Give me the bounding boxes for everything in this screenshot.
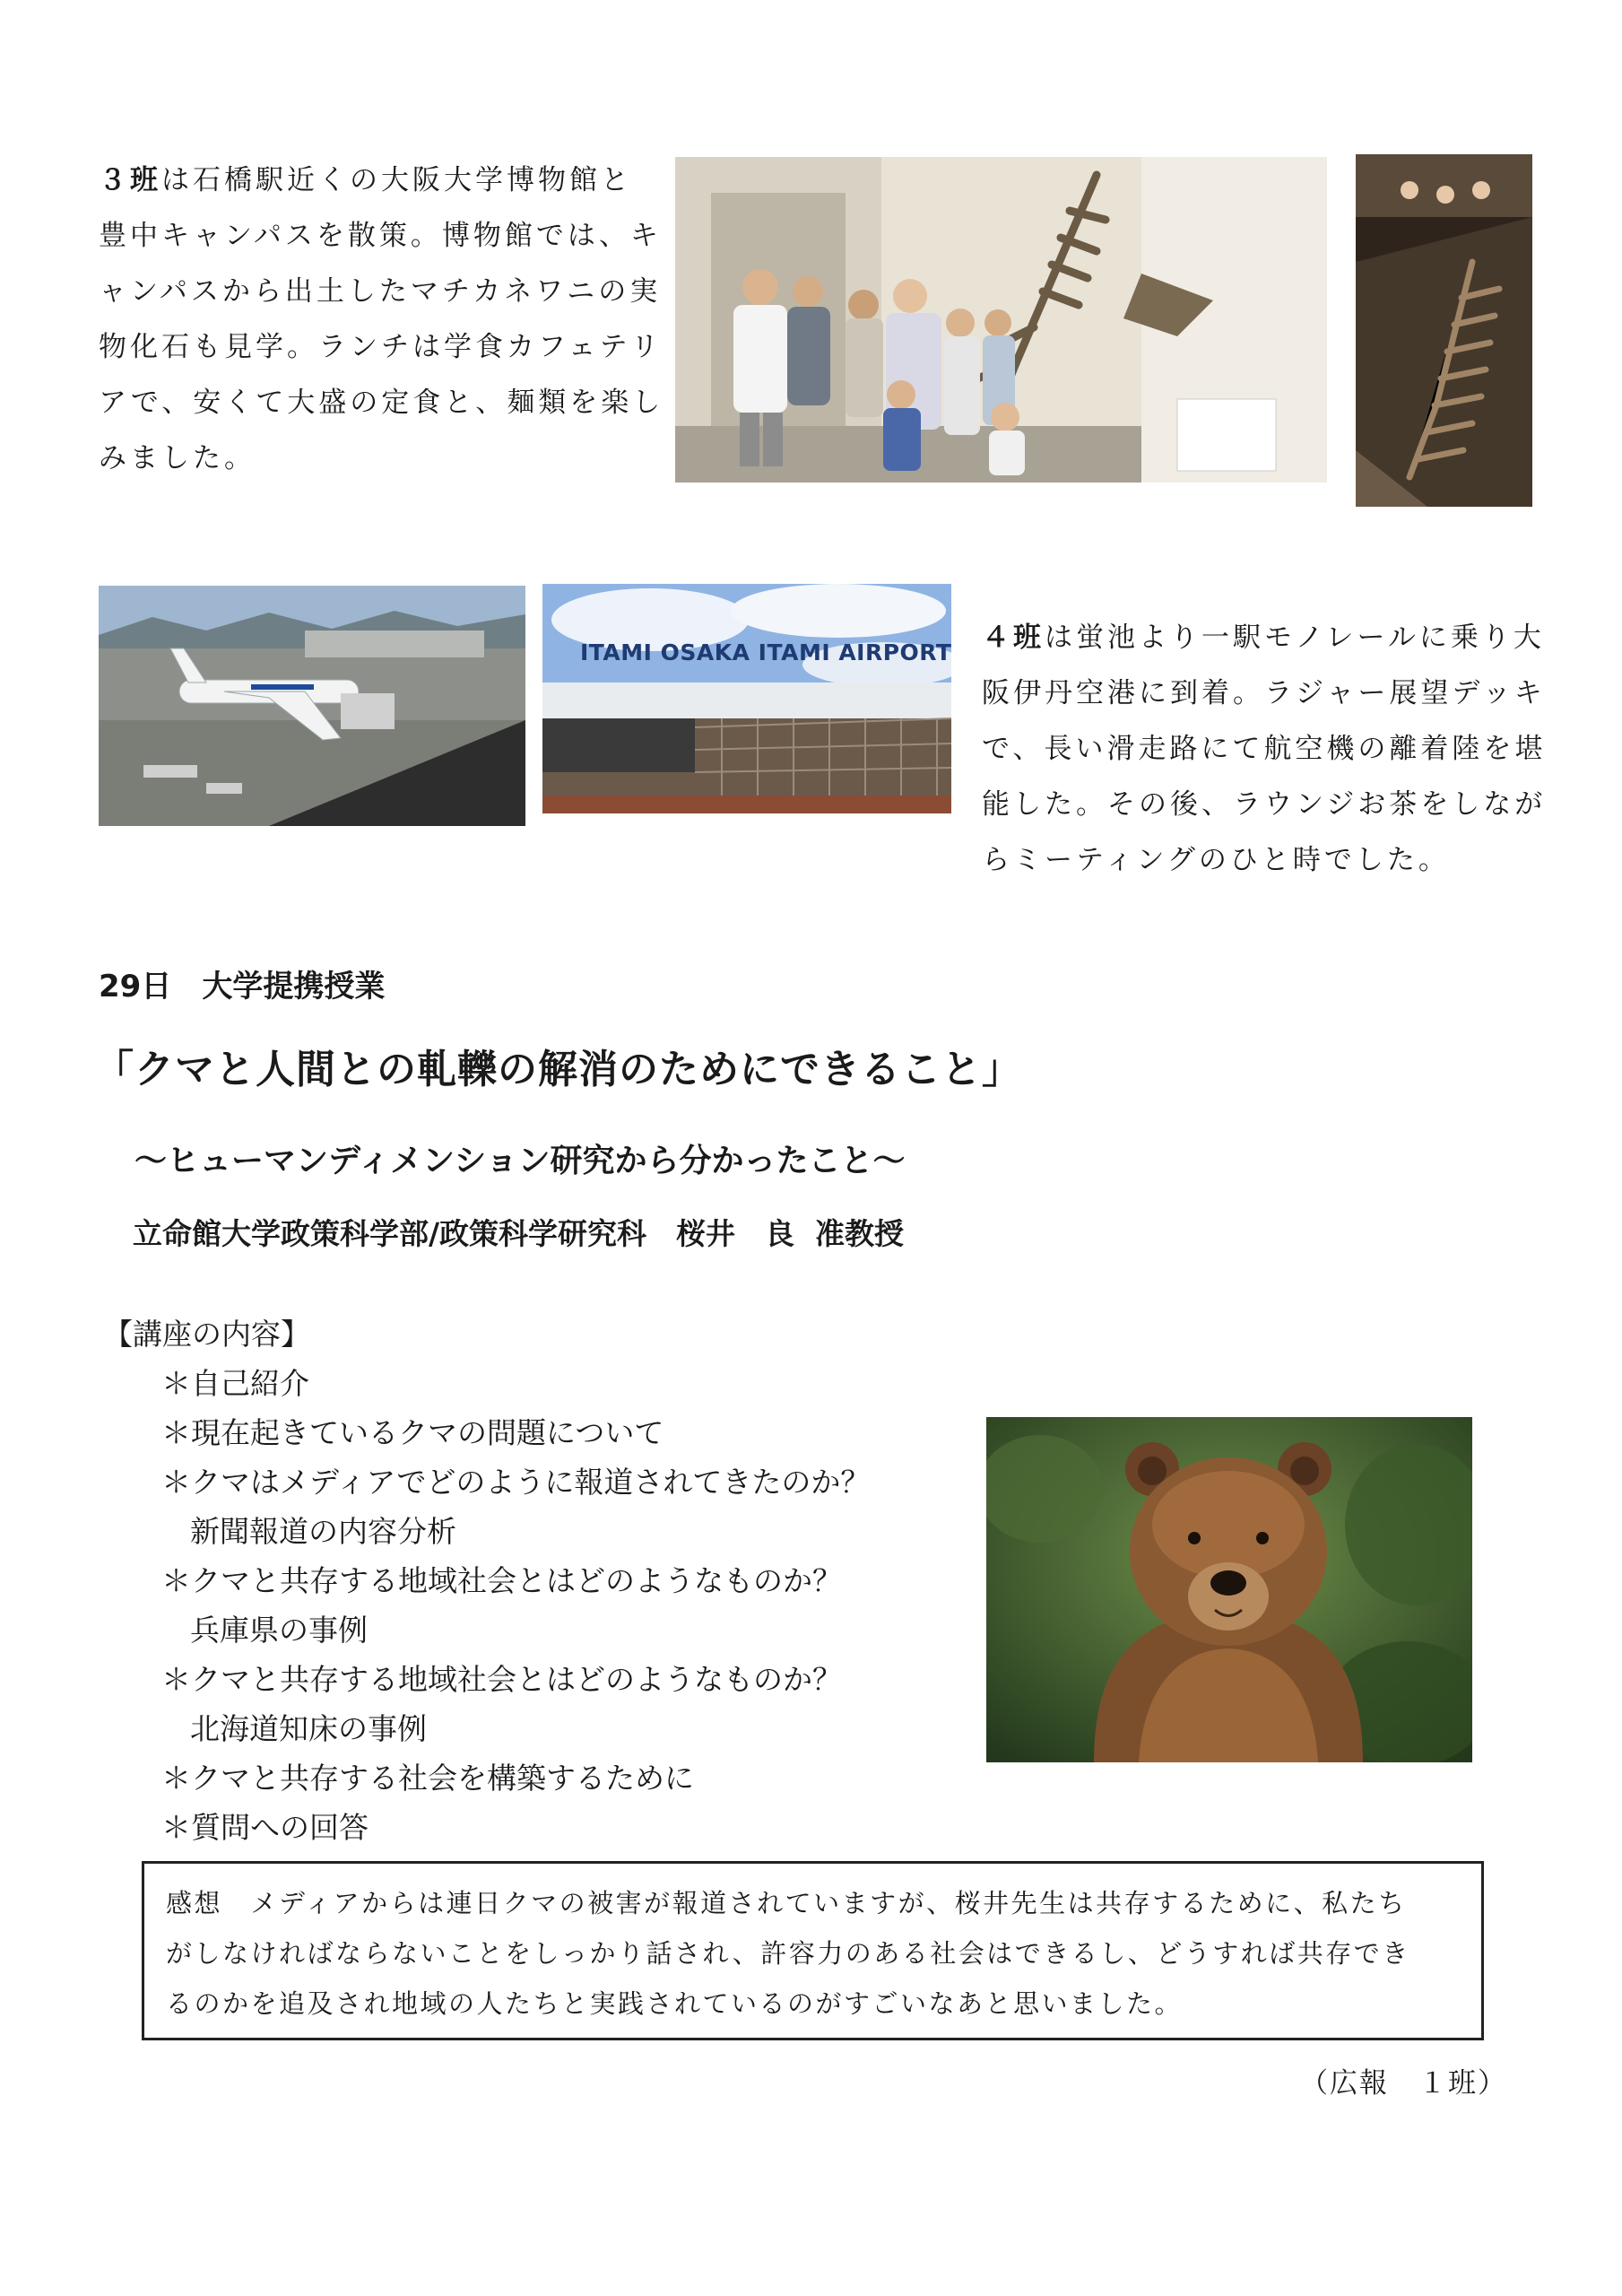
list-item: ＊質問への回答 bbox=[161, 1810, 369, 1845]
lecture-subtitle: ～ヒューマンディメンション研究から分かったこと～ bbox=[134, 1143, 906, 1179]
impression-box bbox=[142, 1861, 1484, 2040]
impression-line: るのかを追及され地域の人たちと実践されているのがすごいなあと思いました。 bbox=[166, 1988, 1184, 2019]
list-item: 北海道知床の事例 bbox=[190, 1711, 427, 1746]
list-item: 新聞報道の内容分析 bbox=[190, 1514, 456, 1549]
airport-sign-photo bbox=[542, 584, 951, 813]
list-item: ＊クマと共存する地域社会とはどのようなものか？ bbox=[161, 1563, 842, 1598]
impression-line: がしなければならないことをしっかり話され、許容力のある社会はできるし、どうすれば共存でき bbox=[166, 1938, 1410, 1969]
group4-label: ４班 bbox=[982, 622, 1045, 654]
list-item: ＊現在起きているクマの問題について bbox=[161, 1415, 664, 1450]
fossil-case-photo bbox=[1356, 154, 1532, 507]
credit: （広報 １班） bbox=[1300, 2067, 1507, 2100]
lecture-date-heading: 29日 大学提携授業 bbox=[99, 969, 386, 1004]
airport-runway-photo bbox=[99, 586, 525, 826]
list-item: ＊クマと共存する社会を構築するために bbox=[161, 1761, 694, 1796]
lecturer-name: 立命館大学政策科学部/政策科学研究科 桜井 良 准教授 bbox=[133, 1216, 905, 1251]
lecture-title: 「クマと人間との軋轢の解消のためにできること」 bbox=[94, 1047, 1022, 1092]
group3-label: ３班 bbox=[99, 164, 161, 196]
list-item: ＊自己紹介 bbox=[161, 1366, 309, 1401]
museum-group-photo bbox=[675, 157, 1327, 483]
list-item: 兵庫県の事例 bbox=[190, 1613, 368, 1648]
list-item: ＊クマと共存する地域社会とはどのようなものか？ bbox=[161, 1662, 842, 1697]
impression-line: 感想 メディアからは連日クマの被害が報道されていますが、桜井先生は共存するために、私たち bbox=[166, 1888, 1407, 1918]
airport-sign-text: ITAMI OSAKA ITAMI AIRPORT bbox=[580, 639, 951, 665]
lecture-contents bbox=[103, 1309, 870, 1852]
group4-paragraph: ４班は蛍池より一駅モノレールに乗り大 阪伊丹空港に到着。ラジャー展望デッキ で、長い滑走路にて航空機の離着陸を堪 能した。その後、ラウンジお茶をしなが らミーティングのひと時でした。 bbox=[982, 622, 1547, 876]
brown-bear-photo bbox=[986, 1417, 1472, 1762]
list-item: ＊クマはメディアでどのように報道されてきたのか？ bbox=[161, 1465, 871, 1500]
contents-heading: 【講座の内容】 bbox=[103, 1317, 310, 1352]
group3-paragraph: ３班は石橋駅近くの大阪大学博物館と 豊中キャンパスを散策。博物館では、キ ャンパスから出土したマチカネワニの実 物化石も見学。ランチは学食カフェテリ アで、安くて大盛の定食と、麺類を楽し みました。 bbox=[99, 164, 664, 474]
